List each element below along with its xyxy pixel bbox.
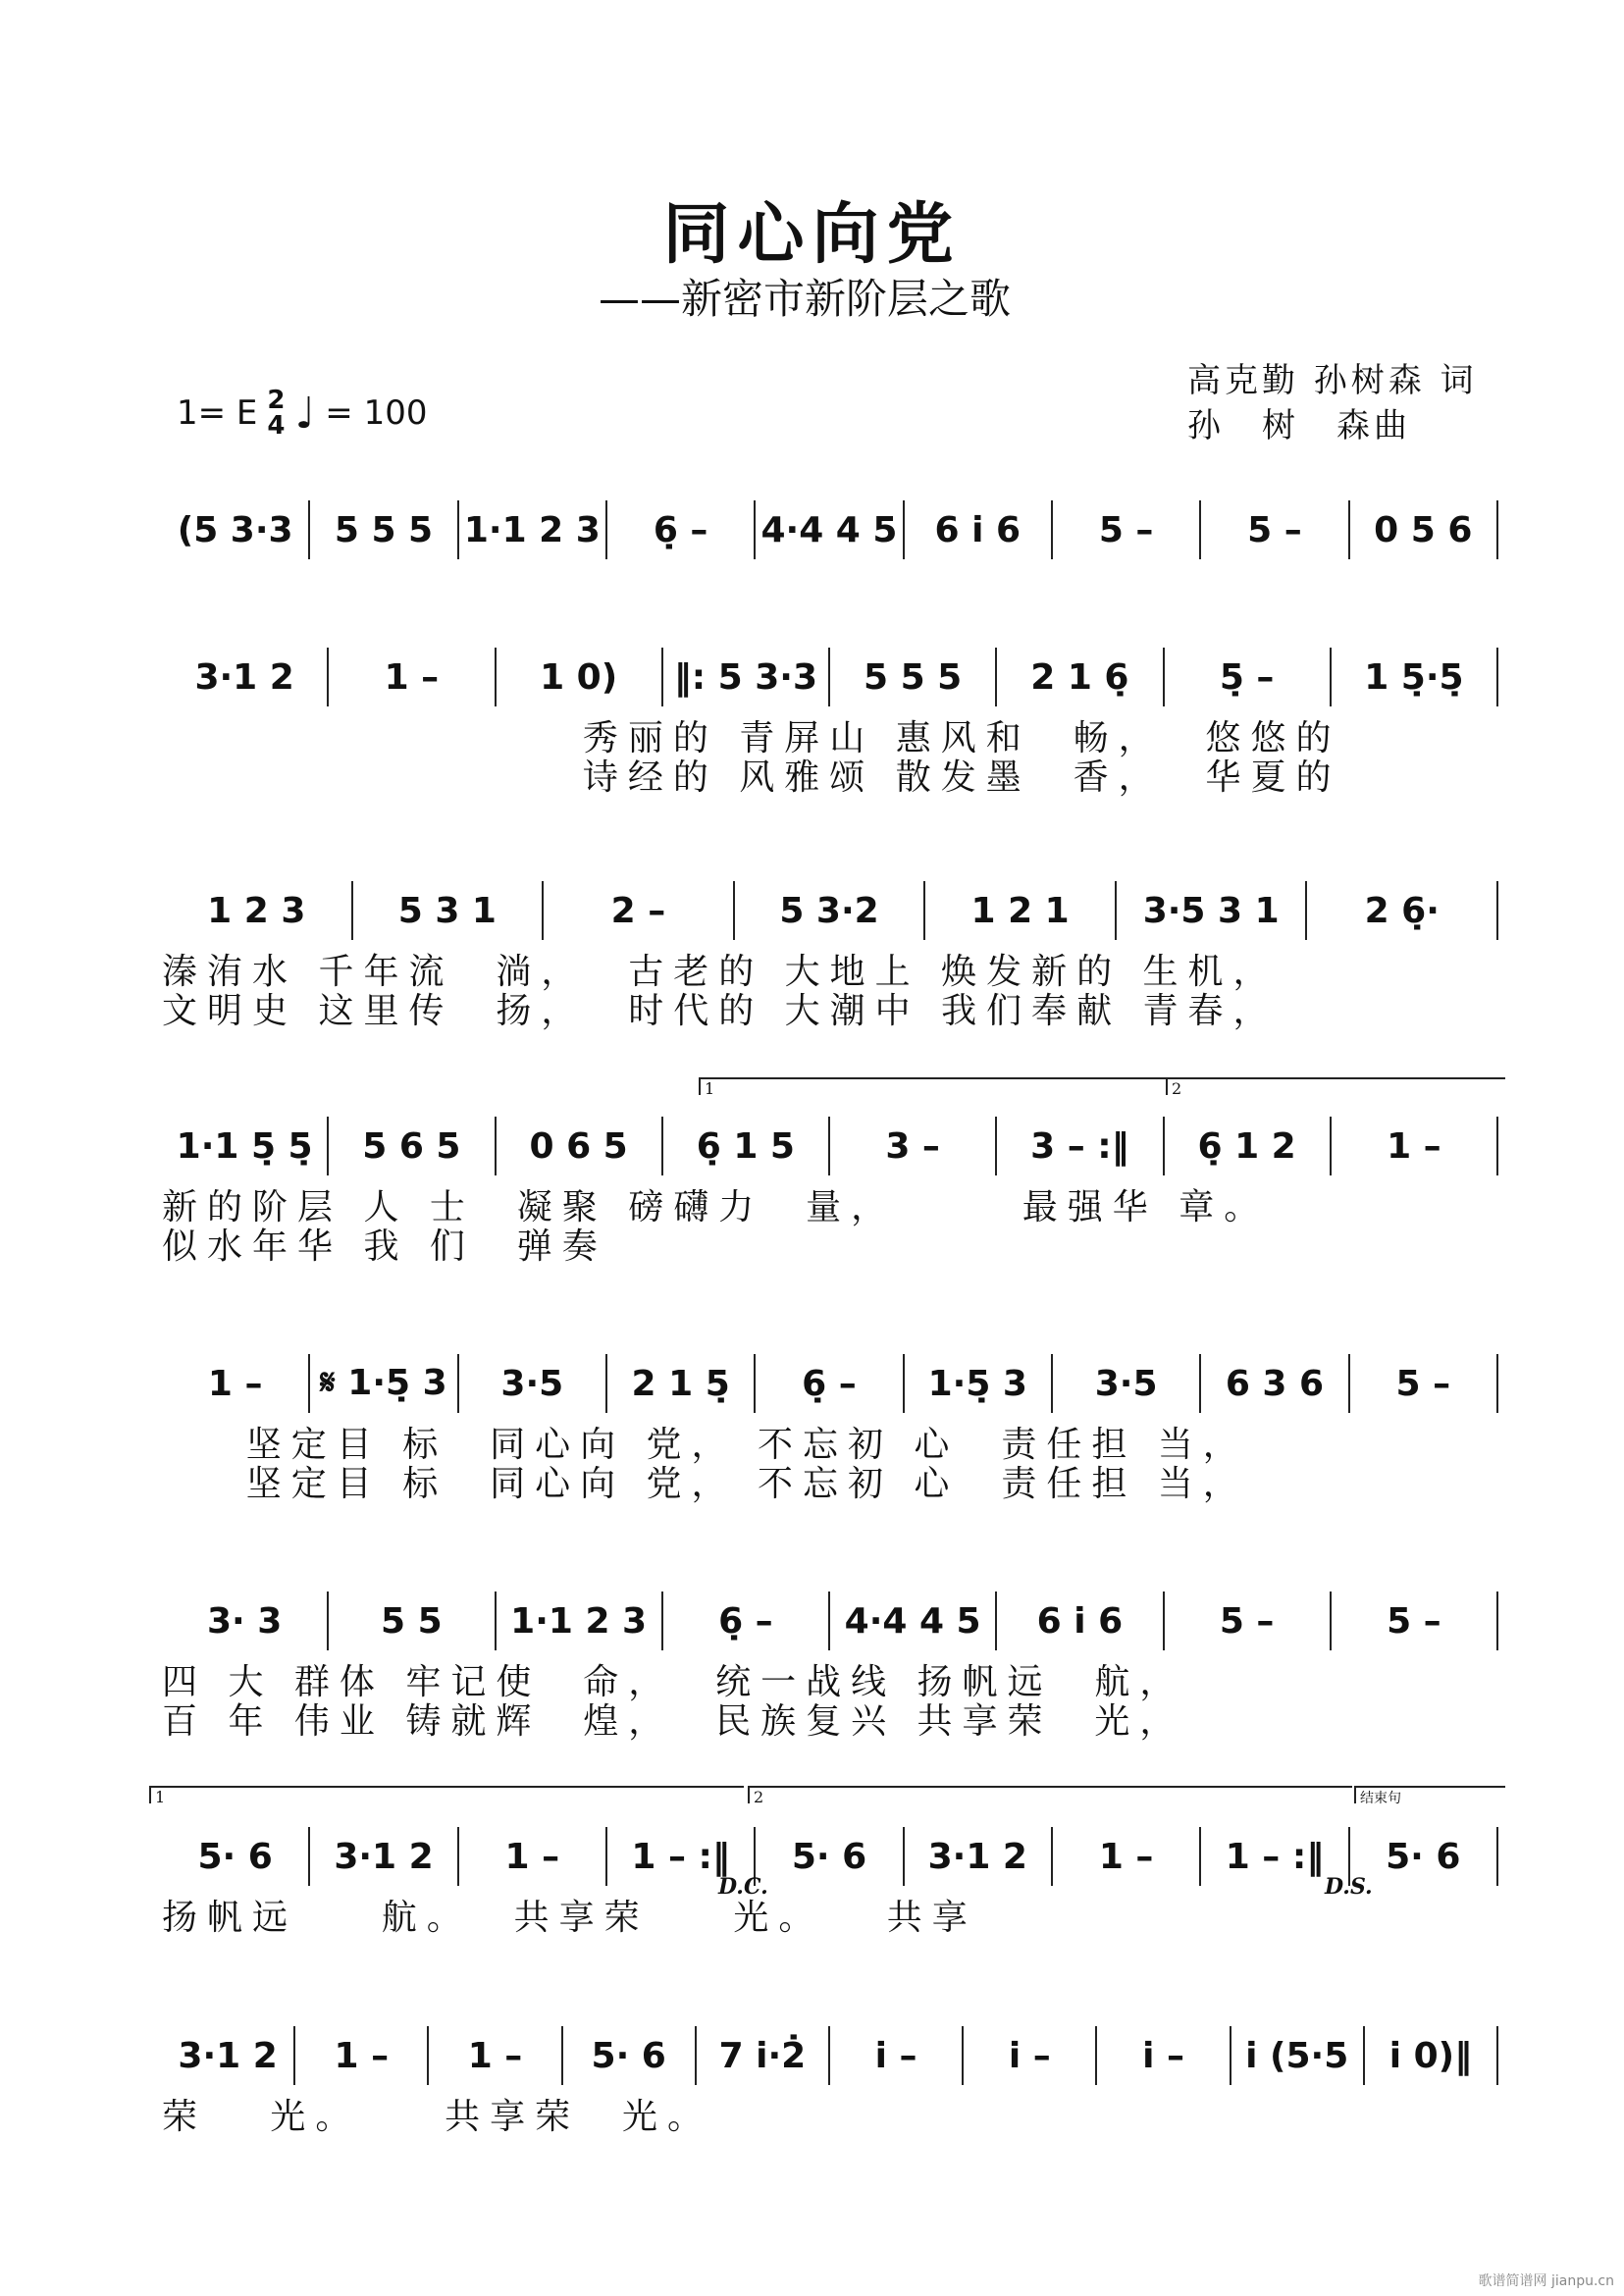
measure: 1 0) [497, 648, 663, 706]
measure: 3·1 2 [310, 1827, 458, 1886]
measure: 1 2 3 [162, 881, 353, 940]
measure: 5· 6 [563, 2026, 697, 2085]
tempo: = 100 [325, 393, 428, 433]
measure: 1·1 2 3 [497, 1592, 663, 1650]
measure: ‖: 5 3·3 [663, 648, 830, 706]
measure: 1 – :‖ [1201, 1827, 1349, 1886]
lyric-verse-1: 扬帆远 航。 共享荣 光。 共享 [162, 1898, 977, 1938]
measure: 5 6 5 [329, 1117, 496, 1175]
measure: 5 – [1201, 500, 1349, 559]
measure: 5 – [1350, 1354, 1498, 1413]
measure: i̇ – [1097, 2026, 1231, 2085]
lyricist: 高克勤 孙树森 词 [1187, 361, 1478, 400]
measure: 3·1 2 [162, 2026, 295, 2085]
measure: 6 i̇ 6 [905, 500, 1053, 559]
measure: i̇ – [830, 2026, 964, 2085]
measure: 1 – [459, 1827, 607, 1886]
measure: 1 5̣·5̣ [1332, 648, 1498, 706]
lyric-verse-2: 文明史 这里传 扬， 时代的 大潮中 我们奉献 青春， [162, 991, 1279, 1031]
lyric-verse-2: 诗经的 风雅颂 散发墨 香， 华夏的 [162, 757, 1341, 798]
staff-line [162, 1827, 1498, 1886]
measure: 5 3 1 [353, 881, 545, 940]
measure: 1 – [1053, 1827, 1201, 1886]
lyric-verse-2: 百 年 伟业 铸就辉 煌， 民族复兴 共享荣 光， [162, 1701, 1185, 1742]
measure: 5 – [1165, 1592, 1332, 1650]
measure: 2 1 5̣ [607, 1354, 756, 1413]
measure: 6̣ – [607, 500, 756, 559]
measure: 1·5̣ 3 [905, 1354, 1053, 1413]
measure: 4·4 4 5 [830, 1592, 997, 1650]
measure: 6̣ – [756, 1354, 904, 1413]
measure: 5 5 5 [830, 648, 997, 706]
staff-line [162, 1354, 1498, 1413]
measure: 5· 6 [1350, 1827, 1498, 1886]
measure: 3·5 [459, 1354, 607, 1413]
measure: 1 – [295, 2026, 429, 2085]
lyric-verse-1: 新的阶层 人 士 凝聚 磅礴力 量， 最强华 章。 [162, 1187, 1270, 1227]
measure: 0 5 6 [1350, 500, 1498, 559]
staff-line [162, 881, 1498, 940]
song-title: 同心向党 [662, 195, 962, 274]
measure: i̇ (5·5 [1231, 2026, 1365, 2085]
staff-line [162, 1592, 1498, 1650]
quarter-note-icon: ♩ [294, 388, 316, 439]
measure: 3·1 2 [905, 1827, 1053, 1886]
volta-1-b: 1 [149, 1786, 744, 1803]
measure: 2 – [544, 881, 735, 940]
measure: 1 – [1332, 1117, 1498, 1175]
song-subtitle: ——新密市新阶层之歌 [599, 275, 1012, 323]
measure: 5 3·2 [735, 881, 926, 940]
volta-1: 1 [699, 1077, 1166, 1095]
measure: 6̣ 1 5 [663, 1117, 830, 1175]
composer: 孙 树 森曲 [1187, 406, 1411, 445]
measure: i̇ 0)‖ [1365, 2026, 1498, 2085]
measure: 5̣ – [1165, 648, 1332, 706]
measure: 3·5 [1053, 1354, 1201, 1413]
measure: 5 – [1053, 500, 1201, 559]
measure: 5 5 5 [310, 500, 458, 559]
measure: 6 i̇ 6 [997, 1592, 1164, 1650]
measure: 5· 6 [756, 1827, 904, 1886]
credits [1187, 358, 1478, 448]
measure: 5 5 [329, 1592, 496, 1650]
measure: 1·1 5̣ 5̣ [162, 1117, 329, 1175]
staff-line [162, 648, 1498, 706]
volta-2: 2 [1166, 1077, 1505, 1095]
measure: 5· 6 [162, 1827, 310, 1886]
measure: 3·5 3 1 [1117, 881, 1308, 940]
measure: 1 – :‖ [607, 1827, 756, 1886]
measure: 3 – :‖ [997, 1117, 1164, 1175]
time-top: 2 [267, 386, 286, 415]
staff-line [162, 1117, 1498, 1175]
measure: 1 – [329, 648, 496, 706]
measure: 3 – [830, 1117, 997, 1175]
time-bottom: 4 [267, 411, 286, 441]
ds-mark: D.S. [1325, 1874, 1373, 1900]
lyric-verse-2: 坚定目 标 同心向 党， 不忘初 心 责任担 当， [162, 1464, 1248, 1504]
measure: 7 i̇·2̇ [697, 2026, 830, 2085]
measure: 6̣ 1 2 [1165, 1117, 1332, 1175]
lyric-verse-2: 似水年华 我 们 弹奏 [162, 1226, 607, 1267]
ending-bracket: 结束句 [1354, 1786, 1505, 1803]
volta-2-b: 2 [748, 1786, 1352, 1803]
measure: 6 3 6 [1201, 1354, 1349, 1413]
measure: 3·1 2 [162, 648, 329, 706]
key-tempo [177, 388, 427, 439]
measure: 1 2 1 [925, 881, 1117, 940]
measure: (5 3·3 [162, 500, 310, 559]
measure: 4·4 4 5 [756, 500, 904, 559]
measure: 3· 3 [162, 1592, 329, 1650]
lyric-verse-1: 秀丽的 青屏山 惠风和 畅， 悠悠的 [162, 718, 1341, 758]
measure: 2 6̣· [1307, 881, 1498, 940]
measure: 1 – [429, 2026, 562, 2085]
measure: i̇ – [964, 2026, 1097, 2085]
measure: 6̣ – [663, 1592, 830, 1650]
measure: 0 6 5 [497, 1117, 663, 1175]
measure: 2 1 6̣ [997, 648, 1164, 706]
lyric-verse-1: 荣 光。 共享荣 光。 [162, 2097, 712, 2137]
measure: 1 – [162, 1354, 310, 1413]
staff-line [162, 500, 1498, 559]
watermark: 歌谱简谱网 jianpu.cn [1478, 2273, 1614, 2289]
lyric-verse-1: 坚定目 标 同心向 党， 不忘初 心 责任担 当， [162, 1425, 1248, 1465]
time-signature [267, 388, 285, 439]
measure: 1·1 2 3 [459, 500, 607, 559]
staff-line [162, 2026, 1498, 2085]
dc-mark: D.C. [718, 1874, 768, 1900]
lyric-verse-1: 溱洧水 千年流 淌， 古老的 大地上 焕发新的 生机， [162, 952, 1279, 992]
lyric-verse-1: 四 大 群体 牢记使 命， 统一战线 扬帆远 航， [162, 1662, 1185, 1702]
measure: 𝄋 1·5̣ 3 [310, 1354, 458, 1413]
measure: 5 – [1332, 1592, 1498, 1650]
key-signature: 1= E [177, 393, 258, 433]
